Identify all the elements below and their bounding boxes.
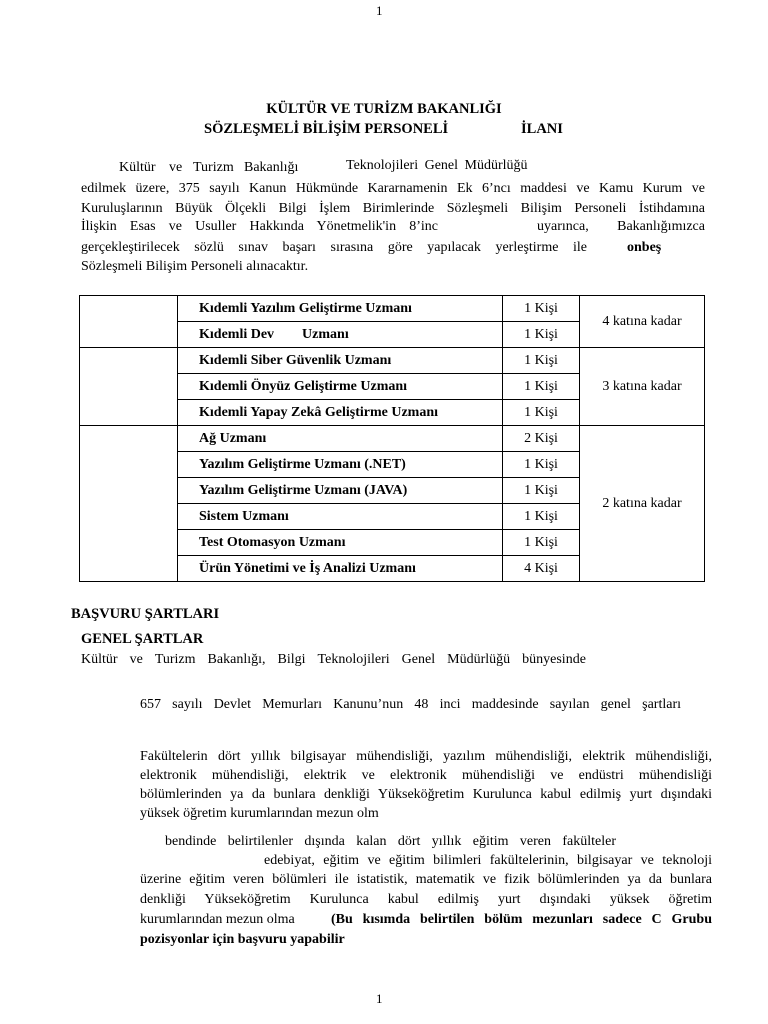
- fak-line-2: elektronik mühendisliği, elektrik ve elektronik mühendisliği ve endüstri mühendisliği: [140, 768, 712, 783]
- position-cell: Ürün Yönetimi ve İş Analizi Uzmanı: [178, 556, 503, 582]
- positions-table: [79, 295, 705, 582]
- bend-line-1: bendinde belirtilenler dışında kalan dört yıllık eğitim veren fakülteler: [165, 834, 616, 849]
- title-line-1: KÜLTÜR VE TURİZM BAKANLIĞI: [266, 101, 502, 117]
- group-cell-3: [80, 426, 178, 582]
- title-line-2b: İLANI: [521, 121, 563, 137]
- fak-line-4: yüksek öğretim kurumlarından mezun olm: [140, 806, 379, 821]
- intro-w3: Turizm: [193, 160, 234, 175]
- intro-w5: Teknolojileri Genel Müdürlüğü: [346, 158, 528, 173]
- position-cell: Kıdemli Yapay Zekâ Geliştirme Uzmanı: [178, 400, 503, 426]
- table-row: [80, 348, 705, 374]
- intro-line-5a: gerçekleştirilecek sözlü sınav başarı sırasına göre yapılacak yerleştirme ile: [81, 240, 587, 255]
- count-cell: 1 Kişi: [503, 452, 580, 478]
- intro-line-5b: onbeş: [627, 240, 662, 255]
- item-657-word: Devlet: [213, 697, 252, 712]
- limit-cell-2: 3 katına kadar: [580, 348, 705, 426]
- page-number-bottom: 1: [376, 991, 383, 1006]
- genel-word: bünyesinde: [522, 652, 586, 667]
- count-cell: 4 Kişi: [503, 556, 580, 582]
- intro-line-2: edilmek üzere, 375 sayılı Kanun Hükmünde Kararnamenin Ek 6’ncı maddesi ve Kamu Kurum ve: [81, 181, 705, 196]
- genel-word: ve: [129, 652, 143, 667]
- item-657-word: sayılan: [549, 697, 590, 712]
- intro-w2: ve: [169, 160, 183, 175]
- bend-line-2: edebiyat, eğitim ve eğitim bilimleri fakültelerinin, bilgisayar ve teknoloji: [264, 853, 712, 868]
- position-cell: Yazılım Geliştirme Uzmanı (JAVA): [178, 478, 503, 504]
- count-cell: 1 Kişi: [503, 322, 580, 348]
- genel-heading: GENEL ŞARTLAR: [81, 631, 204, 647]
- count-cell: 1 Kişi: [503, 374, 580, 400]
- item-657-word: sayılı: [172, 697, 203, 712]
- position-cell: Kıdemli Dev Uzmanı: [178, 322, 503, 348]
- count-cell: 1 Kişi: [503, 478, 580, 504]
- genel-line: [81, 652, 586, 668]
- intro-line-4a: İlişkin Esas ve Usuller Hakkında Yönetmelik'in 8’inc: [81, 219, 438, 234]
- genel-word: Bilgi: [277, 652, 306, 667]
- intro-w4: Bakanlığı: [244, 160, 299, 175]
- limit-cell-1: 4 katına kadar: [580, 296, 705, 348]
- count-cell: 1 Kişi: [503, 400, 580, 426]
- genel-word: Müdürlüğü: [447, 652, 511, 667]
- count-cell: 1 Kişi: [503, 504, 580, 530]
- title-line-2a: SÖZLEŞMELİ BİLİŞİM PERSONELİ: [204, 121, 449, 137]
- group-cell-1: [80, 296, 178, 348]
- item-657-word: 48: [414, 697, 429, 712]
- intro-line-3: Kuruluşlarının Büyük Ölçekli Bilgi İşlem Birimlerinde Sözleşmeli Bilişim Personeli İstihdamına: [81, 201, 705, 216]
- position-cell: Yazılım Geliştirme Uzmanı (.NET): [178, 452, 503, 478]
- count-cell: 2 Kişi: [503, 426, 580, 452]
- table-row: [80, 426, 705, 452]
- intro-line-6: Sözleşmeli Bilişim Personeli alınacaktır.: [81, 259, 309, 274]
- genel-word: Kültür: [81, 652, 118, 667]
- position-cell: Test Otomasyon Uzmanı: [178, 530, 503, 556]
- intro-w1: Kültür: [119, 160, 156, 175]
- genel-word: Bakanlığı,: [207, 652, 266, 667]
- bend-line-6: pozisyonlar için başvuru yapabilir: [140, 932, 345, 947]
- genel-word: Teknolojileri: [317, 652, 390, 667]
- fak-line-3: bölümlerinden ya da bunlara denkliği Yükseköğretim Kurulunca kabul edilmiş yurt dışındaki: [140, 787, 712, 802]
- position-cell: Kıdemli Yazılım Geliştirme Uzmanı: [178, 296, 503, 322]
- intro-line1-tail: [346, 158, 566, 174]
- count-cell: 1 Kişi: [503, 530, 580, 556]
- item-657-word: Memurları: [262, 697, 323, 712]
- bend-line-5b: (Bu kısımda belirtilen bölüm mezunları sadece C Grubu: [331, 912, 712, 927]
- item-657-line: [140, 697, 681, 713]
- item-657-word: maddesinde: [471, 697, 539, 712]
- genel-word: Turizm: [154, 652, 196, 667]
- count-cell: 1 Kişi: [503, 296, 580, 322]
- item-657-word: inci: [439, 697, 461, 712]
- page-number-top: 1: [376, 3, 383, 18]
- item-657-word: genel: [600, 697, 631, 712]
- bend-line-5a: kurumlarından mezun olma: [140, 912, 295, 927]
- genel-word: Genel: [401, 652, 436, 667]
- bend-line-3: üzerine eğitim veren bölümleri ile istatistik, matematik ve fizik bölümlerinden ya da bunlara: [140, 872, 712, 887]
- item-657-word: Kanunu’nun: [333, 697, 404, 712]
- intro-line-4b: uyarınca, Bakanlığımızca: [537, 219, 705, 234]
- group-cell-2: [80, 348, 178, 426]
- count-cell: 1 Kişi: [503, 348, 580, 374]
- position-cell: Sistem Uzmanı: [178, 504, 503, 530]
- item-657-word: 657: [140, 697, 161, 712]
- item-657-word: şartları: [642, 697, 681, 712]
- fak-line-1: Fakültelerin dört yıllık bilgisayar mühendisliği, yazılım mühendisliği, elektrik mühendisliği,: [140, 749, 712, 764]
- position-cell: Ağ Uzmanı: [178, 426, 503, 452]
- limit-cell-3: 2 katına kadar: [580, 426, 705, 582]
- basvuru-heading: BAŞVURU ŞARTLARI: [71, 606, 220, 622]
- position-cell: Kıdemli Önyüz Geliştirme Uzmanı: [178, 374, 503, 400]
- bend-line-4: denkliği Yükseköğretim Kurulunca kabul edilmiş yurt dışındaki yüksek öğretim: [140, 892, 712, 907]
- position-cell: Kıdemli Siber Güvenlik Uzmanı: [178, 348, 503, 374]
- table-row: [80, 296, 705, 322]
